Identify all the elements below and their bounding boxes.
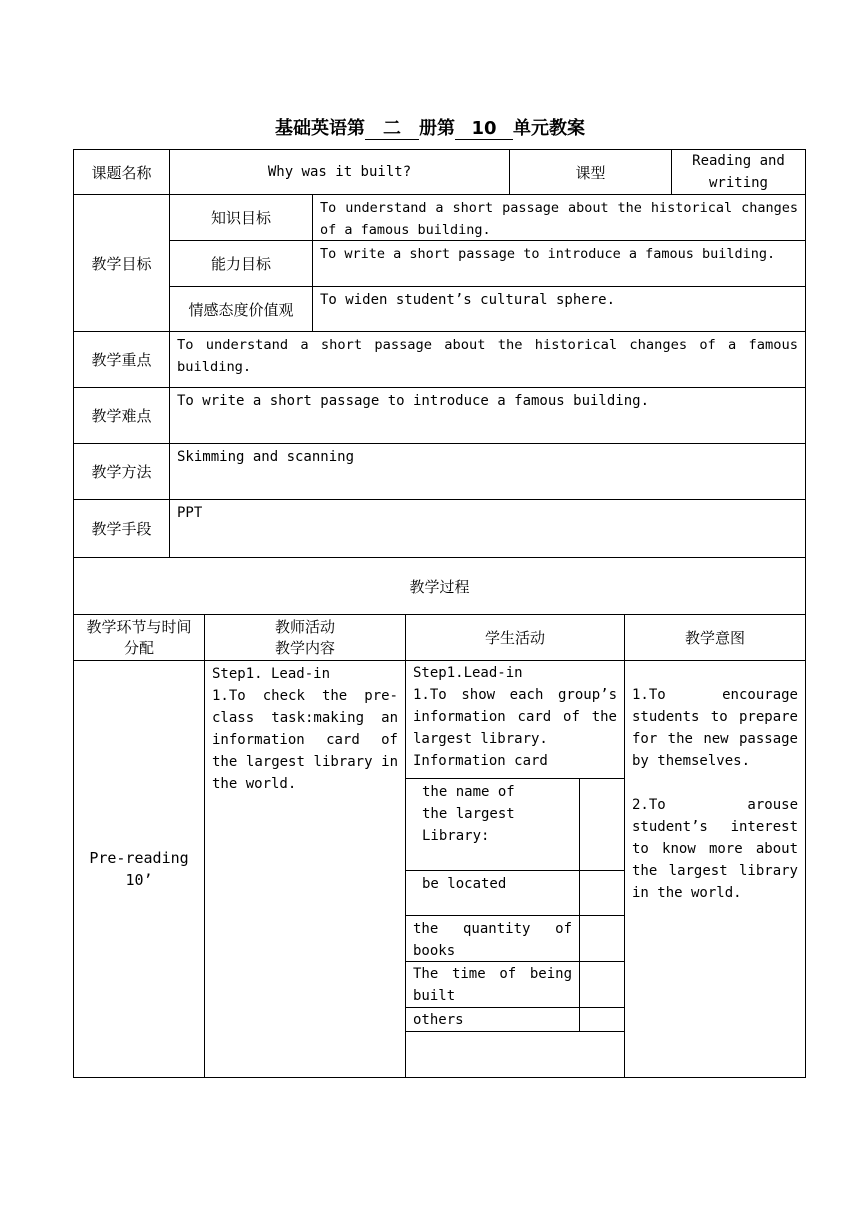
objectives-label: 教学目标 <box>73 194 170 332</box>
topic-value: Why was it built? <box>169 149 510 195</box>
emotion-value: To widen student’s cultural sphere. <box>312 286 806 332</box>
card-row-library-name: the name of the largest Library: <box>422 784 515 844</box>
process-title: 教学过程 <box>73 557 806 615</box>
teacher-activity-header: 教师活动 教学内容 <box>204 614 406 661</box>
intent-item-1: 1.To encourage students to prepare for the new passage by themselves. <box>632 687 798 769</box>
title-suffix: 单元教案 <box>513 118 585 139</box>
card-bottom-border <box>405 1031 625 1032</box>
student-activity-intro: Step1.Lead-in 1.To show each group’s information card of the largest library. Information card <box>413 665 617 769</box>
title-mid: 册第 <box>419 118 455 139</box>
card-column-divider <box>579 778 580 1032</box>
key-points-value: To understand a short passage about the historical changes of a famous building. <box>169 331 806 388</box>
ability-value: To write a short passage to introduce a famous building. <box>312 240 806 287</box>
title-book-number: 二 <box>365 119 419 140</box>
knowledge-label: 知识目标 <box>169 194 313 241</box>
means-label: 教学手段 <box>73 499 170 558</box>
student-activity-header: 学生活动 <box>405 614 625 661</box>
card-row-others: others <box>413 1012 464 1028</box>
topic-label: 课题名称 <box>73 149 170 195</box>
type-value: Reading and writing <box>671 149 806 195</box>
methods-value: Skimming and scanning <box>169 443 806 500</box>
intent-item-2: 2.To arouse student’s interest to know more about the largest library in the world. <box>632 797 798 901</box>
title-unit-number: 10 <box>455 119 513 140</box>
title-prefix: 基础英语第 <box>275 118 365 139</box>
card-row-build-time: The time of being built <box>413 966 572 1004</box>
knowledge-value: To understand a short passage about the historical changes of a famous building. <box>312 194 806 241</box>
key-points-label: 教学重点 <box>73 331 170 388</box>
methods-label: 教学方法 <box>73 443 170 500</box>
type-label: 课型 <box>509 149 672 195</box>
document-title <box>0 114 860 140</box>
pre-reading-teacher-activity: Step1. Lead-in 1.To check the pre-class task:making an information card of the largest library in the world. <box>204 660 406 1078</box>
pre-reading-teaching-intent <box>624 660 806 1078</box>
difficult-points-label: 教学难点 <box>73 387 170 444</box>
card-row-book-quantity: the quantity of books <box>413 921 572 959</box>
difficult-points-value: To write a short passage to introduce a famous building. <box>169 387 806 444</box>
card-row-location: be located <box>422 876 507 892</box>
emotion-label: 情感态度价值观 <box>169 286 313 332</box>
means-value: PPT <box>169 499 806 558</box>
stage-time-header: 教学环节与时间分配 <box>73 614 205 661</box>
teaching-intent-header: 教学意图 <box>624 614 806 661</box>
ability-label: 能力目标 <box>169 240 313 287</box>
pre-reading-stage: Pre-reading 10’ <box>73 660 205 1078</box>
